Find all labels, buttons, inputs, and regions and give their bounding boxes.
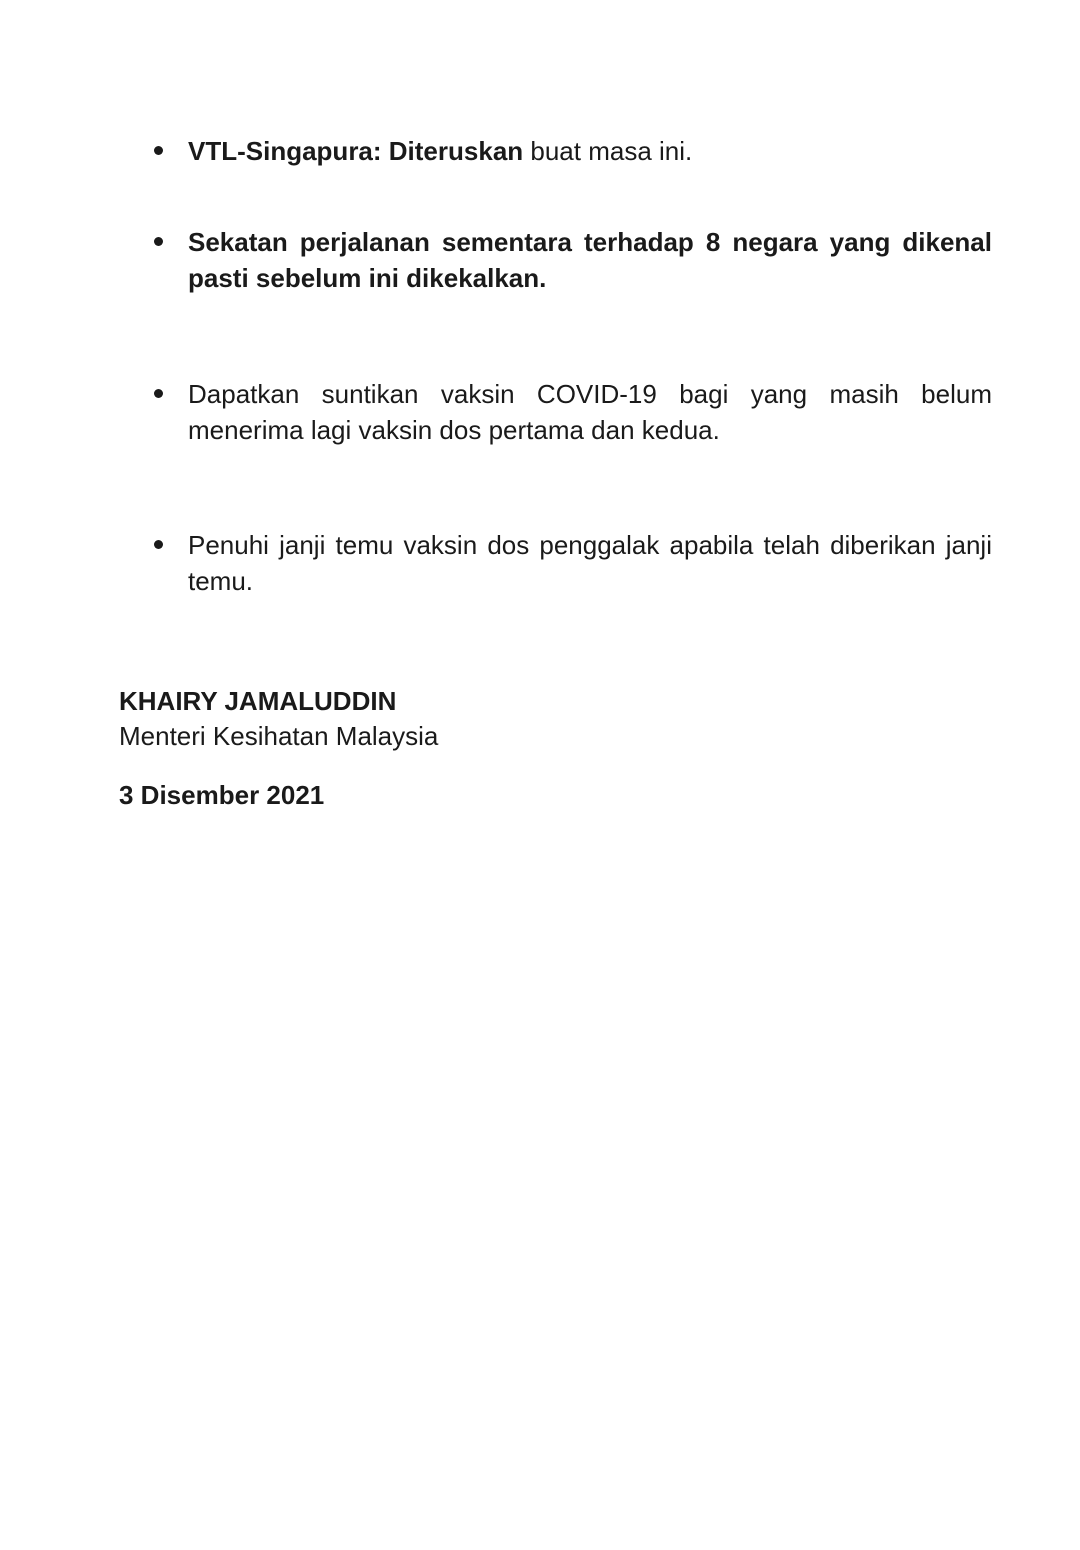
bullet-bold-text: VTL-Singapura: Diteruskan [188,136,524,166]
bullet-text: Dapatkan suntikan vaksin COVID-19 bagi yang masih belum menerima lagi vaksin dos pertama dan kedua. [188,379,992,445]
bullet-text: Penuhi janji temu vaksin dos penggalak apabila telah diberikan janji temu. [188,530,992,596]
document-date: 3 Disember 2021 [119,780,325,810]
signature-block [119,684,438,754]
bullet-bold-text: Sekatan perjalanan sementara terhadap 8 negara yang dikenal pasti sebelum ini dikekalkan. [188,227,992,293]
bullet-item-vtl [188,133,992,169]
bullet-item-booster [188,527,992,599]
signatory-name: KHAIRY JAMALUDDIN [119,686,397,716]
bullet-item-travel-restriction [188,224,992,296]
bullet-text: buat masa ini. [523,136,693,166]
bullet-item-vaccination [188,376,992,448]
signatory-title: Menteri Kesihatan Malaysia [119,721,439,751]
